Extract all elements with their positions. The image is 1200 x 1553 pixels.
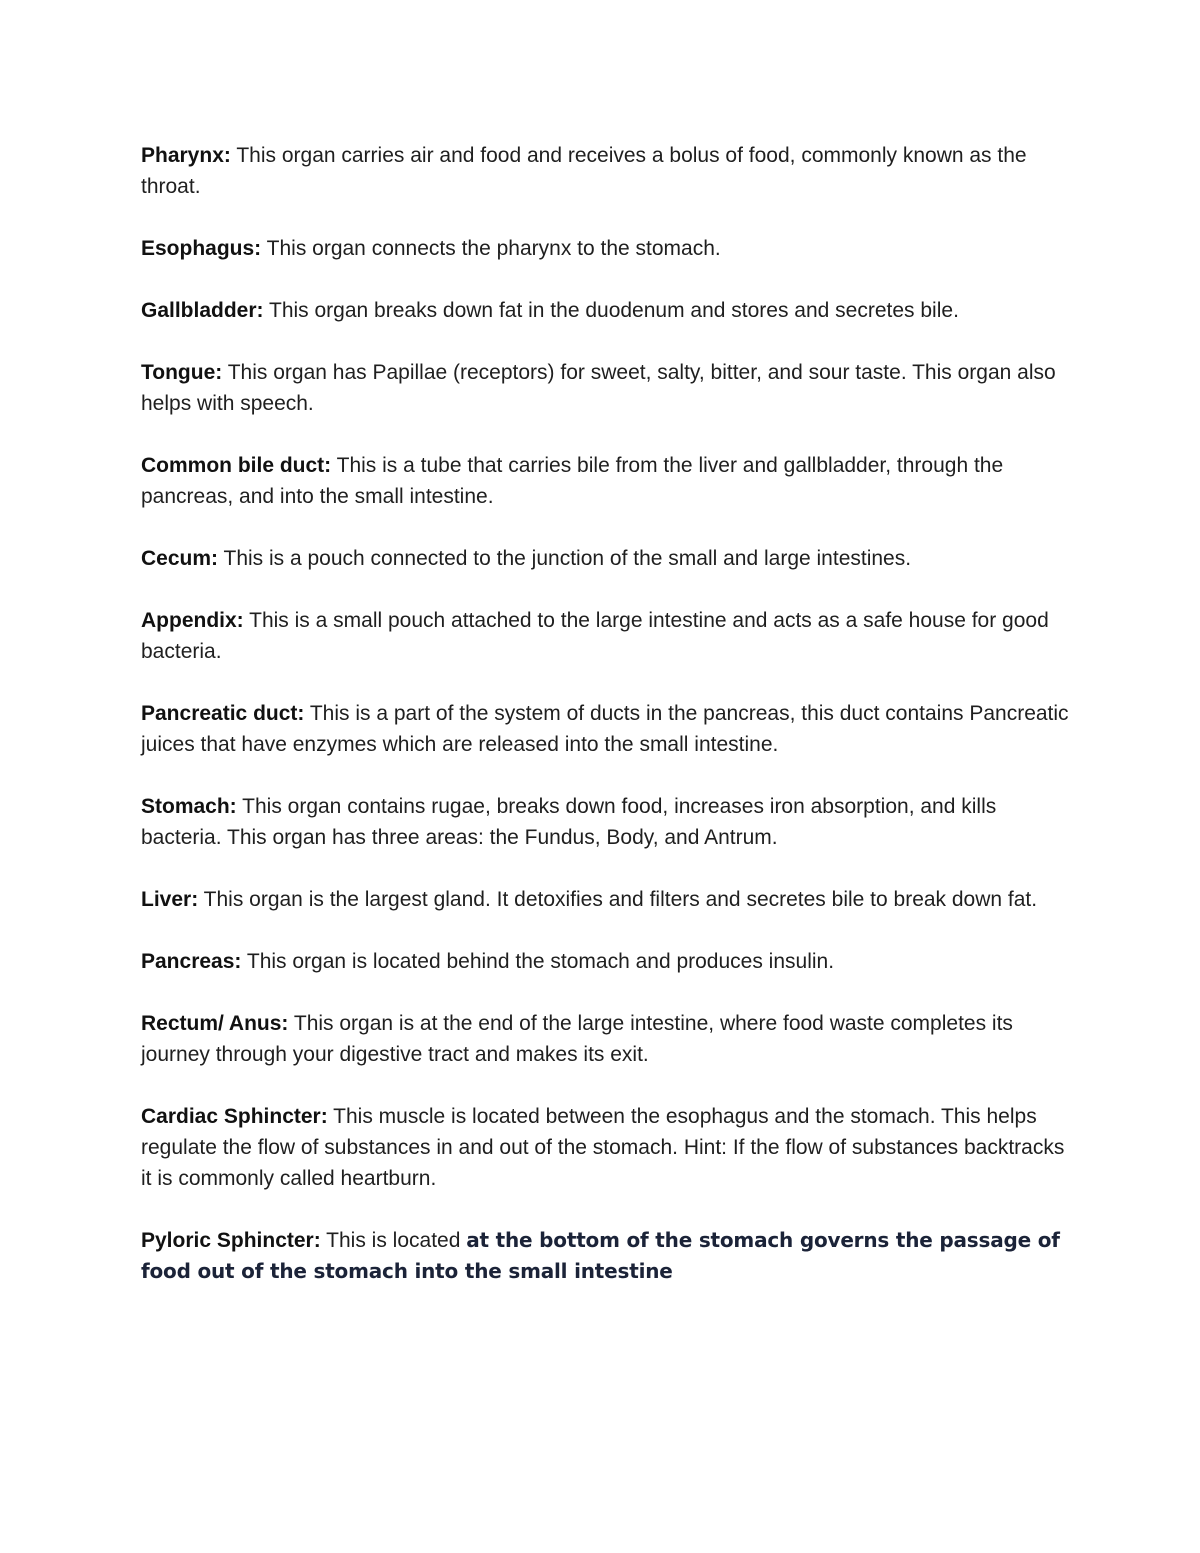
entry-term: Cardiac Sphincter: (141, 1105, 328, 1128)
entry-description: This is located (320, 1229, 467, 1252)
entry-gallbladder (141, 295, 1071, 326)
entry-appendix (141, 605, 1071, 667)
entry-term: Pyloric Sphincter: (141, 1229, 321, 1252)
entry-term: Esophagus: (141, 237, 262, 260)
entry-term: Cecum: (141, 547, 219, 570)
entry-pharynx (141, 140, 1071, 202)
entry-description: This organ is at the end of the large intestine, where food waste completes its journey through your digestive tract and makes its exit. (141, 1012, 1013, 1066)
entry-term: Rectum/ Anus: (141, 1012, 289, 1035)
entry-description: This organ is the largest gland. It detoxifies and filters and secretes bile to break down fat. (198, 888, 1038, 911)
entry-term: Pharynx: (141, 144, 231, 167)
entry-pyloric-sphincter (141, 1225, 1071, 1287)
entry-description: This organ is located behind the stomach and produces insulin. (241, 950, 835, 973)
entry-term: Stomach: (141, 795, 237, 818)
entry-description: This organ breaks down fat in the duodenum and stores and secretes bile. (263, 299, 959, 322)
entry-term: Pancreas: (141, 950, 242, 973)
entry-cecum (141, 543, 1071, 574)
entry-description: This organ connects the pharynx to the stomach. (261, 237, 721, 260)
entry-stomach (141, 791, 1071, 853)
entry-description: This is a small pouch attached to the large intestine and acts as a safe house for good bacteria. (141, 609, 1049, 663)
entry-description: This is a part of the system of ducts in the pancreas, this duct contains Pancreatic juices that have enzymes which are released into the small intestine. (141, 702, 1069, 756)
entry-term: Gallbladder: (141, 299, 264, 322)
entry-tongue (141, 357, 1071, 419)
entry-common-bile-duct (141, 450, 1071, 512)
entry-term: Tongue: (141, 361, 223, 384)
entry-term: Common bile duct: (141, 454, 332, 477)
entry-description: This organ has Papillae (receptors) for sweet, salty, bitter, and sour taste. This organ also helps with speech. (141, 361, 1056, 415)
entry-description: This is a pouch connected to the junction of the small and large intestines. (218, 547, 912, 570)
entry-rectum-anus (141, 1008, 1071, 1070)
entry-cardiac-sphincter (141, 1101, 1071, 1194)
entry-term: Pancreatic duct: (141, 702, 305, 725)
entry-pancreatic-duct (141, 698, 1071, 760)
entry-term: Liver: (141, 888, 199, 911)
entry-description-pasted: at the bottom of the stomach governs the passage of food out of the stomach into the small intestine (141, 1228, 1060, 1283)
entry-description: This is a tube that carries bile from the liver and gallbladder, through the pancreas, and into the small intestine. (141, 454, 1004, 508)
entry-description: This organ carries air and food and receives a bolus of food, commonly known as the throat. (141, 144, 1027, 198)
entry-term: Appendix: (141, 609, 244, 632)
document-body (141, 140, 1071, 1318)
entry-liver (141, 884, 1071, 915)
entry-pancreas (141, 946, 1071, 977)
entry-esophagus (141, 233, 1071, 264)
entry-description: This muscle is located between the esophagus and the stomach. This helps regulate the flow of substances in and out of the stomach. Hint: If the flow of substances backtracks it is commonly called heartburn. (141, 1105, 1065, 1190)
entry-description: This organ contains rugae, breaks down food, increases iron absorption, and kills bacteria. This organ has three areas: the Fundus, Body, and Antrum. (141, 795, 997, 849)
